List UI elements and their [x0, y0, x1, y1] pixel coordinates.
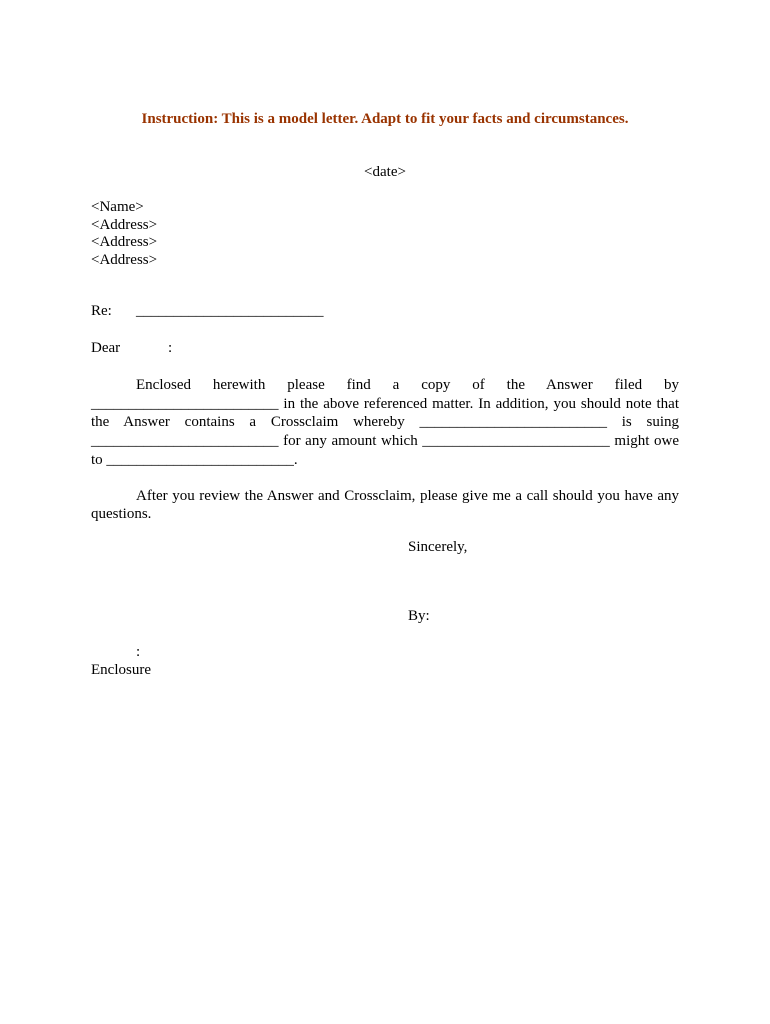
- recipient-address-line-2: <Address>: [91, 234, 158, 250]
- para1-blank-1: _________________________: [91, 395, 279, 412]
- salutation-label: Dear: [91, 340, 121, 356]
- salutation-colon: :: [168, 340, 173, 356]
- signature-by-label: By:: [408, 608, 430, 624]
- body-paragraph-2: [91, 487, 679, 523]
- recipient-address-block: [91, 199, 157, 269]
- para1-text-1: Enclosed herewith please find a copy of the Answer filed by: [136, 377, 679, 393]
- salutation: [91, 340, 172, 357]
- re-blank: _________________________: [136, 303, 324, 319]
- instruction-note: Instruction: This is a model letter. Adapt to fit your facts and circumstances.: [141, 111, 629, 127]
- letter-date: <date>: [364, 164, 406, 180]
- re-line: [91, 303, 324, 320]
- para1-text-6: .: [293, 451, 298, 468]
- closing: Sincerely,: [408, 539, 468, 555]
- recipient-address-line-3: <Address>: [91, 251, 158, 268]
- re-label: Re:: [91, 303, 112, 319]
- para1-text-5: might owe to: [91, 433, 679, 468]
- para1-text-3: is suing: [606, 414, 680, 431]
- para2-text: After you review the Answer and Crossclaim, please give me a call should you have any questions.: [91, 488, 679, 522]
- para1-blank-4: _________________________: [422, 433, 610, 450]
- initials-line: [91, 644, 140, 661]
- recipient-name: <Name>: [91, 199, 144, 215]
- para1-blank-3: _________________________: [91, 433, 279, 450]
- initials-colon: :: [136, 644, 141, 660]
- body-paragraph-1: [91, 376, 679, 470]
- recipient-address-line-1: <Address>: [91, 216, 158, 233]
- para1-text-4: for any amount which: [278, 433, 423, 450]
- para1-text-2: in the above referenced matter. In addition, you should note that the Answer contains a Crossclaim whereby: [91, 395, 679, 431]
- para1-blank-2: _________________________: [419, 414, 607, 431]
- enclosure-label: Enclosure: [91, 662, 151, 678]
- para1-blank-5: _________________________: [106, 451, 294, 468]
